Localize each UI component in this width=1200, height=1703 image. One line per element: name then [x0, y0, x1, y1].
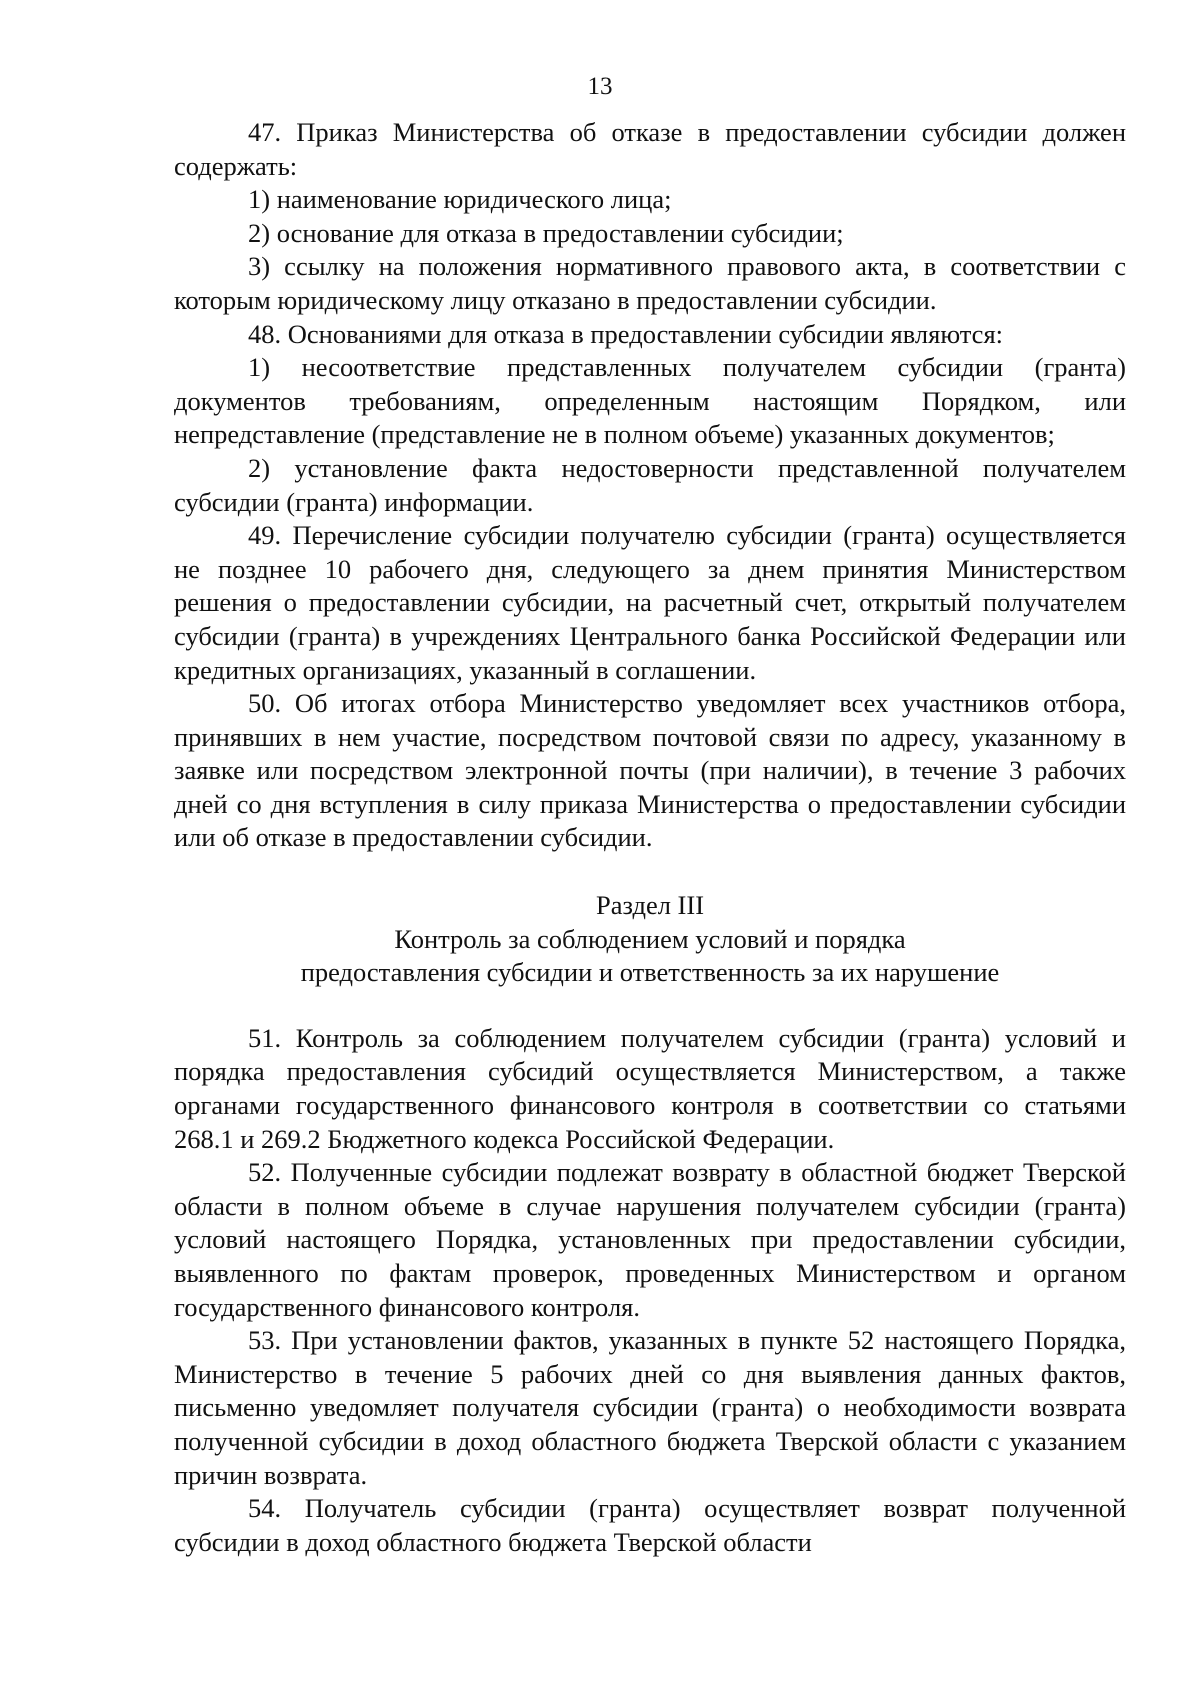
section-title-line-1: Контроль за соблюдением условий и порядка — [394, 923, 906, 954]
page-number: 13 — [587, 73, 613, 100]
paragraph-47-item-3: 3) ссылку на положения нормативного правового акта, в соответствии с которым юридическому лицу отказано в предоставлении субсидии. — [174, 251, 1126, 315]
paragraph-47: 47. Приказ Министерства об отказе в предоставлении субсидии должен содержать: — [174, 117, 1126, 181]
section-label: Раздел III — [595, 890, 705, 921]
paragraph-48-item-2: 2) установление факта недостоверности представленной получателем субсидии (гранта) информации. — [174, 452, 1126, 517]
document-body — [174, 116, 1126, 1559]
section-spacer — [174, 855, 1126, 889]
paragraph-48: 48. Основаниями для отказа в предоставлении субсидии являются: — [248, 318, 1003, 349]
paragraph-47-item-2: 2) основание для отказа в предоставлении субсидии; — [248, 217, 844, 248]
paragraph-47-item-1: 1) наименование юридического лица; — [248, 184, 672, 215]
paragraph-52: 52. Полученные субсидии подлежат возврату в областной бюджет Тверской области в полном объеме в случае нарушения получателем субсидии (гранта) условий настоящего Порядка, установленных при предоставлении субсидии, выявленного по фактам проверок, проведенных Министерством и органом государственного финансового контроля. — [174, 1157, 1126, 1322]
paragraph-51: 51. Контроль за соблюдением получателем субсидии (гранта) условий и порядка предоставления субсидий осуществляется Министерством, а также органами государственного финансового контроля в соответствии со статьями 268.1 и 269.2 Бюджетного кодекса Российской Федерации. — [174, 1022, 1126, 1154]
paragraph-54: 54. Получатель субсидии (гранта) осуществляет возврат полученной субсидии в доход областного бюджета Тверской области — [174, 1493, 1126, 1557]
paragraph-49: 49. Перечисление субсидии получателю субсидии (гранта) осуществляется не позднее 10 рабочего дня, следующего за днем принятия Министерством решения о предоставлении субсидии, на расчетный счет, открытый получателем субсидии (гранта) в учреждениях Центрального банка Российской Федерации или кредитных организациях, указанный в соглашении. — [174, 520, 1126, 685]
section-title-line-2: предоставления субсидии и ответственность за их нарушение — [300, 957, 1000, 988]
section-spacer — [174, 990, 1126, 1022]
paragraph-48-item-1: 1) несоответствие представленных получателем субсидии (гранта) документов требованиям, определенным настоящим Порядком, или непредставление (представление не в полном объеме) указанных документов; — [174, 352, 1126, 450]
paragraph-50: 50. Об итогах отбора Министерство уведомляет всех участников отбора, принявших в нем участие, посредством почтовой связи по адресу, указанному в заявке или посредством электронной почты (при наличии), в течение 3 рабочих дней со дня вступления в силу приказа Министерства о предоставлении субсидии или об отказе в предоставлении субсидии. — [174, 688, 1126, 853]
paragraph-53: 53. При установлении фактов, указанных в пункте 52 настоящего Порядка, Министерство в течение 5 рабочих дней со дня выявления данных фактов, письменно уведомляет получателя субсидии (гранта) о необходимости возврата полученной субсидии в доход областного бюджета Тверской области с указанием причин возврата. — [174, 1325, 1126, 1490]
